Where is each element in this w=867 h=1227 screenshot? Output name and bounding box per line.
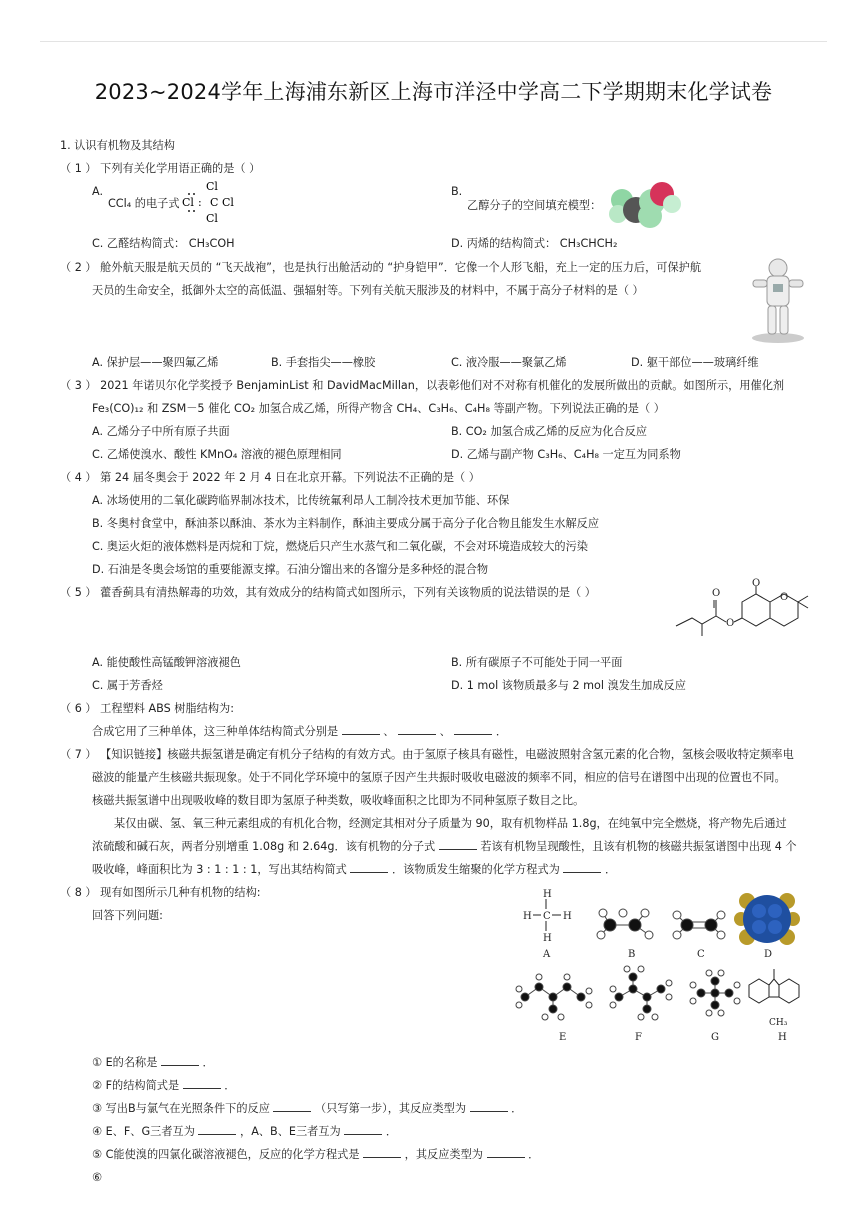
part1-option-b-text: 乙醇分子的空间填充模型： (467, 199, 602, 212)
part2-option-d: D. 躯干部位——玻璃纤维 (631, 356, 759, 369)
label-b: B (628, 949, 636, 960)
part1-option-a-label: A. (92, 185, 104, 198)
part3-stem-line2: Fe₃(CO)₁₂ 和 ZSM－5 催化 CO₂ 加氢合成乙烯，所得产物含 CH₄、C₃H₆、C₄H₈ 等副产物。下列说法正确的是（ ） (92, 402, 665, 415)
label-f: F (635, 1032, 642, 1043)
ethanol-space-filling-model (604, 178, 684, 230)
part5-option-d: D. 1 mol 该物质最多与 2 mol 溴发生加成反应 (451, 679, 686, 692)
part7-para-line3 (92, 862, 616, 877)
part8-q2-text: ② F的结构简式是 (92, 1079, 180, 1092)
methane-h-left: H (523, 911, 532, 922)
answer-blank-3[interactable] (454, 725, 492, 735)
part6-monomer-line (92, 724, 507, 739)
part2-stem-line2: 天员的生命安全，抵御外太空的高低温、强辐射等。下列有关航天服涉及的材料中，不属于高分子材料的是（ ） (92, 284, 644, 297)
ring-oxygen: O (780, 592, 789, 603)
label-a: A (543, 949, 551, 960)
part2-stem-line1: （ 2 ） 舱外航天服是航天员的 “飞天战袍”，也是执行出舱活动的 “护身铠甲”．它像一个人形飞船，充上一定的压力后，可保护航 (60, 261, 702, 274)
part8-q6: ⑥ (92, 1171, 103, 1184)
part1-option-d: D. 丙烯的结构简式： CH₃CHCH₂ (451, 237, 618, 250)
structure-d (734, 893, 800, 960)
part8-q4-text-a: ④ E、F、G三者互为 (92, 1125, 195, 1138)
part3-option-b: B. CO₂ 加氢合成乙烯的反应为化合反应 (451, 425, 648, 438)
part7-para-line1: 某仅由碳、氢、氧三种元素组成的有机化合物，经测定其相对分子质量为 90，取有机物样品 1.8g，在纯氧中完全燃烧，将产物先后通过 (114, 817, 787, 830)
part4-option-a: A. 冰场使用的二氧化碳跨临界制冰技术，比传统氟利昂人工制冷技术更加节能、环保 (92, 494, 510, 507)
answer-blank-formula[interactable] (439, 840, 477, 850)
label-d: D (764, 949, 773, 960)
methoxy-oxygen: O (752, 578, 761, 589)
structure-a (523, 889, 572, 960)
part7-stem-line1: （ 7 ） 【知识链接】核磁共振氢谱是确定有机分子结构的有效方式。由于氢原子核具有磁性，电磁波照射含氢元素的化合物，氢核会吸收特定频率电 (60, 748, 794, 761)
part8-q4-text-b: ，A、B、E三者互为 (240, 1125, 341, 1138)
part8-q1 (92, 1055, 214, 1070)
part8-q3-text-a: ③ 写出B与氯气在光照条件下的反应 (92, 1102, 270, 1115)
part8-q4 (92, 1124, 397, 1139)
part8-q2 (92, 1078, 235, 1093)
part4-option-b: B. 冬奥村食堂中，酥油茶以酥油、茶水为主料制作，酥油主要成分属于高分子化合物且能发生水解反应 (92, 517, 600, 530)
part6-line-text: 合成它用了三种单体，这三种单体结构简式分别是 (92, 725, 339, 738)
separator: 、 (439, 725, 451, 738)
astronaut-image (745, 254, 811, 344)
part7-para3a: 吸收峰，峰面积比为 3 : 1 : 1 : 1，写出其结构简式 (92, 863, 347, 876)
answer-blank-efg[interactable] (198, 1125, 236, 1135)
line-end: ． (385, 1125, 398, 1138)
page-title: 2023~2024学年上海浦东新区上海市洋泾中学高二下学期期末化学试卷 (94, 80, 773, 104)
part2-option-c: C. 液冷服——聚氯乙烯 (451, 356, 567, 369)
structure-c (673, 911, 725, 960)
part4-option-d: D. 石油是冬奥会场馆的重要能源支撑。石油分馏出来的各馏分是多种烃的混合物 (92, 563, 489, 576)
chlorine-bottom: Cl (206, 212, 218, 225)
label-g: G (711, 1032, 719, 1043)
organic-structures-figure (515, 885, 815, 1045)
chlorine-left: Cl (182, 196, 194, 209)
chlorine-right: Cl (222, 196, 234, 209)
structure-e (516, 974, 592, 1043)
part3-stem-line1: （ 3 ） 2021 年诺贝尔化学奖授予 BenjaminList 和 DavidMacMillan，以表彰他们对不对称有机催化的发展所做出的贡献。如图所示，用催化剂 (60, 379, 785, 392)
part3-option-d: D. 乙烯与副产物 C₃H₆、C₄H₈ 一定互为同系物 (451, 448, 681, 461)
methane-h-top: H (543, 889, 552, 900)
part7-para2b: 若该有机物呈现酸性，且该有机物的核磁共振氢谱图中出现 4 个 (480, 840, 797, 853)
part8-q1-text: ① E的名称是 (92, 1056, 158, 1069)
answer-blank-b-reaction[interactable] (273, 1102, 311, 1112)
part3-option-a: A. 乙烯分子中所有原子共面 (92, 425, 230, 438)
part8-q5-text-a: ⑤ C能使溴的四氯化碳溶液褪色，反应的化学方程式是 (92, 1148, 360, 1161)
answer-blank-2[interactable] (398, 725, 436, 735)
part1-option-b-label: B. (451, 185, 463, 198)
answer-blank-1[interactable] (342, 725, 380, 735)
methane-h-bottom: H (543, 933, 552, 944)
part7-para3b: ．该物质发生缩聚的化学方程式为 (392, 863, 560, 876)
answer-blank-b-type[interactable] (470, 1102, 508, 1112)
methyl-label: CH₃ (769, 1018, 788, 1028)
answer-blank-c-equation[interactable] (363, 1148, 401, 1158)
part8-q3-text-b: （只写第一步），其反应类型为 (315, 1102, 467, 1115)
part5-option-b: B. 所有碳原子不可能处于同一平面 (451, 656, 623, 669)
electron-pair-dots: : (198, 196, 202, 209)
part2-option-a: A. 保护层——聚四氟乙烯 (92, 356, 219, 369)
question-heading: 1. 认识有机物及其结构 (60, 139, 175, 152)
answer-blank-f-formula[interactable] (183, 1079, 221, 1089)
answer-blank-structure[interactable] (350, 863, 388, 873)
part7-stem-line3: 核磁共振氢谱中出现吸收峰的数目即为氢原子种类数，吸收峰面积之比即为不同种氢原子数目之比。 (92, 794, 585, 807)
label-c: C (697, 949, 705, 960)
part8-stem: （ 8 ） 现有如图所示几种有机物的结构: (60, 886, 261, 899)
chlorine-top: Cl (206, 180, 218, 193)
part8-q5 (92, 1147, 539, 1162)
answer-blank-c-type[interactable] (487, 1148, 525, 1158)
part7-para-line2 (92, 839, 797, 854)
answer-blank-abe[interactable] (344, 1125, 382, 1135)
part3-option-c: C. 乙烯使溴水、酸性 KMnO₄ 溶液的褪色原理相同 (92, 448, 342, 461)
part7-para2a: 浓硫酸和碱石灰，两者分别增重 1.08g 和 2.64g．该有机物的分子式 (92, 840, 436, 853)
part7-stem-line2: 磁波的能量产生核磁共振现象。处于不同化学环境中的氢原子因产生共振时吸收电磁波的频率不同，相应的信号在谱图中出现的位置也不同。 (92, 771, 786, 784)
ccl4-electron-formula (180, 178, 250, 226)
label-h: H (778, 1032, 787, 1043)
carbon-center: C (210, 196, 219, 209)
part1-stem: （ 1 ） 下列有关化学用语正确的是（ ） (60, 162, 261, 175)
line-end: ． (511, 1102, 523, 1115)
line-end: ． (604, 863, 617, 876)
answer-blank-equation[interactable] (563, 863, 601, 873)
part4-stem: （ 4 ） 第 24 届冬奥会于 2022 年 2 月 4 日在北京开幕。下列说法不正确的是（ ） (60, 471, 480, 484)
part1-option-a-text: CCl₄ 的电子式 (108, 197, 180, 210)
label-e: E (559, 1032, 567, 1043)
structure-g (690, 970, 740, 1043)
separator: 、 (383, 725, 395, 738)
line-end: ． (528, 1148, 540, 1161)
structure-f (610, 966, 672, 1043)
part1-option-c: C. 乙醛结构简式： CH₃COH (92, 237, 235, 250)
part5-option-a: A. 能使酸性高锰酸钾溶液褪色 (92, 656, 241, 669)
methane-h-right: H (563, 911, 572, 922)
header-rule (40, 41, 827, 42)
part8-sub: 回答下列问题: (92, 909, 163, 922)
part2-option-b: B. 手套指尖——橡胶 (271, 356, 376, 369)
methane-c: C (543, 911, 551, 922)
carbonyl-oxygen: O (712, 588, 721, 599)
structure-h (749, 969, 799, 1043)
part6-stem: （ 6 ） 工程塑料 ABS 树脂结构为: (60, 702, 234, 715)
part8-q5-text-b: ，其反应类型为 (404, 1148, 483, 1161)
part4-option-c: C. 奥运火炬的液体燃料是丙烷和丁烷，燃烧后只产生水蒸气和二氧化碳，不会对环境造成较大的污染 (92, 540, 588, 553)
structure-b (597, 909, 653, 960)
line-end: ． (202, 1056, 214, 1069)
answer-blank-e-name[interactable] (161, 1056, 199, 1066)
line-end: ． (224, 1079, 236, 1092)
ester-oxygen: O (726, 618, 735, 629)
part5-stem: （ 5 ） 藿香蓟具有清热解毒的功效，其有效成分的结构简式如图所示，下列有关该物质的说法错误的是（ ） (60, 586, 596, 599)
agerato-structure (672, 578, 812, 642)
part5-option-c: C. 属于芳香烃 (92, 679, 163, 692)
line-end: ． (495, 725, 508, 738)
part8-q3 (92, 1101, 522, 1116)
